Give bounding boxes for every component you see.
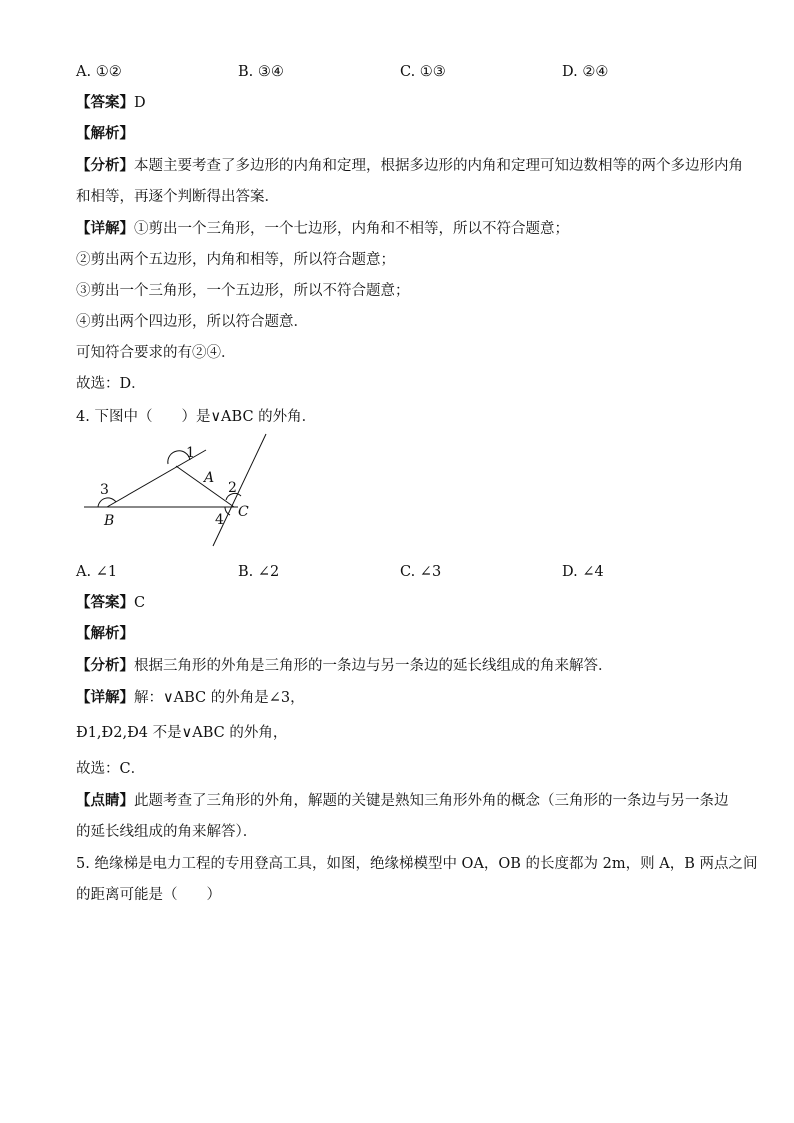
q4-stem: 4. 下图中（ ）是∨ABC 的外角． <box>76 409 317 425</box>
label-1: 1 <box>186 445 195 461</box>
q4-option-d: D. ∠4 <box>562 564 604 580</box>
fenxi-text: 根据三角形的外角是三角形的一条边与另一条边的延长线组成的角来解答． <box>134 658 613 674</box>
q4-fenxi <box>76 656 613 676</box>
q3-option-b: B. ③④ <box>238 64 284 80</box>
q3-xiangjie-line1 <box>76 219 569 239</box>
q3-xiangjie-line4: ④剪出两个四边形，所以符合题意． <box>76 314 308 330</box>
q4-option-b: B. ∠2 <box>238 564 280 580</box>
dianjing-text: 此题考查了三角形的外角，解题的关键是熟知三角形外角的概念（三角形的一条边与另一条边 <box>134 793 729 809</box>
fenxi-tag: 【分析】 <box>76 157 134 174</box>
xiangjie-text: ①剪出一个三角形，一个七边形，内角和不相等，所以不符合题意； <box>134 221 569 237</box>
q5-line2: 的距离可能是（ ） <box>76 887 221 903</box>
answer-tag: 【答案】 <box>76 94 134 111</box>
label-c: C <box>238 504 249 520</box>
label-4: 4 <box>215 512 224 528</box>
q4-dianjing-line2: 的延长线组成的角来解答）． <box>76 824 258 840</box>
q4-option-c: C. ∠3 <box>400 564 442 580</box>
fenxi-text: 本题主要考查了多边形的内角和定理，根据多边形的内角和定理可知边数相等的两个多边形内角 <box>134 158 743 174</box>
q3-fenxi-line1 <box>76 156 743 176</box>
xiangjie-tag: 【详解】 <box>76 689 134 706</box>
label-b: B <box>104 513 115 529</box>
q4-option-a: A. ∠1 <box>76 564 118 580</box>
q3-answer <box>76 93 146 113</box>
label-2: 2 <box>228 480 237 496</box>
answer-value: C <box>134 595 146 611</box>
q4-dianjing-line1 <box>76 791 729 811</box>
q3-xiangjie-line2: ②剪出两个五边形，内角和相等，所以符合题意； <box>76 252 395 268</box>
dianjing-tag: 【点睛】 <box>76 792 134 809</box>
q4-answer <box>76 593 145 613</box>
q3-option-c: C. ①③ <box>400 64 446 80</box>
q5-line1: 5. 绝缘梯是电力工程的专用登高工具，如图，绝缘梯模型中 OA，OB 的长度都为 2m，则 A，B 两点之间 <box>76 856 758 872</box>
q4-choose: 故选：C． <box>76 761 146 777</box>
q4-xiangjie <box>76 688 305 708</box>
q4-analysis-tag: 【解析】 <box>76 625 134 642</box>
label-a: A <box>204 470 215 486</box>
triangle-figure <box>80 430 280 550</box>
xiangjie-text: 解：∨ABC 的外角是∠3， <box>134 690 305 706</box>
q4-line2: Ð1,Ð2,Ð4 不是∨ABC 的外角， <box>76 725 288 741</box>
answer-tag: 【答案】 <box>76 594 134 611</box>
q3-conclusion: 可知符合要求的有②④． <box>76 345 236 361</box>
answer-value: D <box>134 95 146 111</box>
xiangjie-tag: 【详解】 <box>76 220 134 237</box>
label-3: 3 <box>100 482 109 498</box>
q3-analysis-tag: 【解析】 <box>76 125 134 142</box>
q3-choose: 故选：D． <box>76 376 146 392</box>
arc-angle-3 <box>98 498 116 507</box>
q3-xiangjie-line3: ③剪出一个三角形，一个五边形，所以不符合题意； <box>76 283 410 299</box>
q3-fenxi-line2: 和相等，再逐个判断得出答案． <box>76 189 279 205</box>
fenxi-tag: 【分析】 <box>76 657 134 674</box>
q3-option-a: A. ①② <box>76 64 122 80</box>
q3-option-d: D. ②④ <box>562 64 609 80</box>
transversal <box>213 434 266 546</box>
